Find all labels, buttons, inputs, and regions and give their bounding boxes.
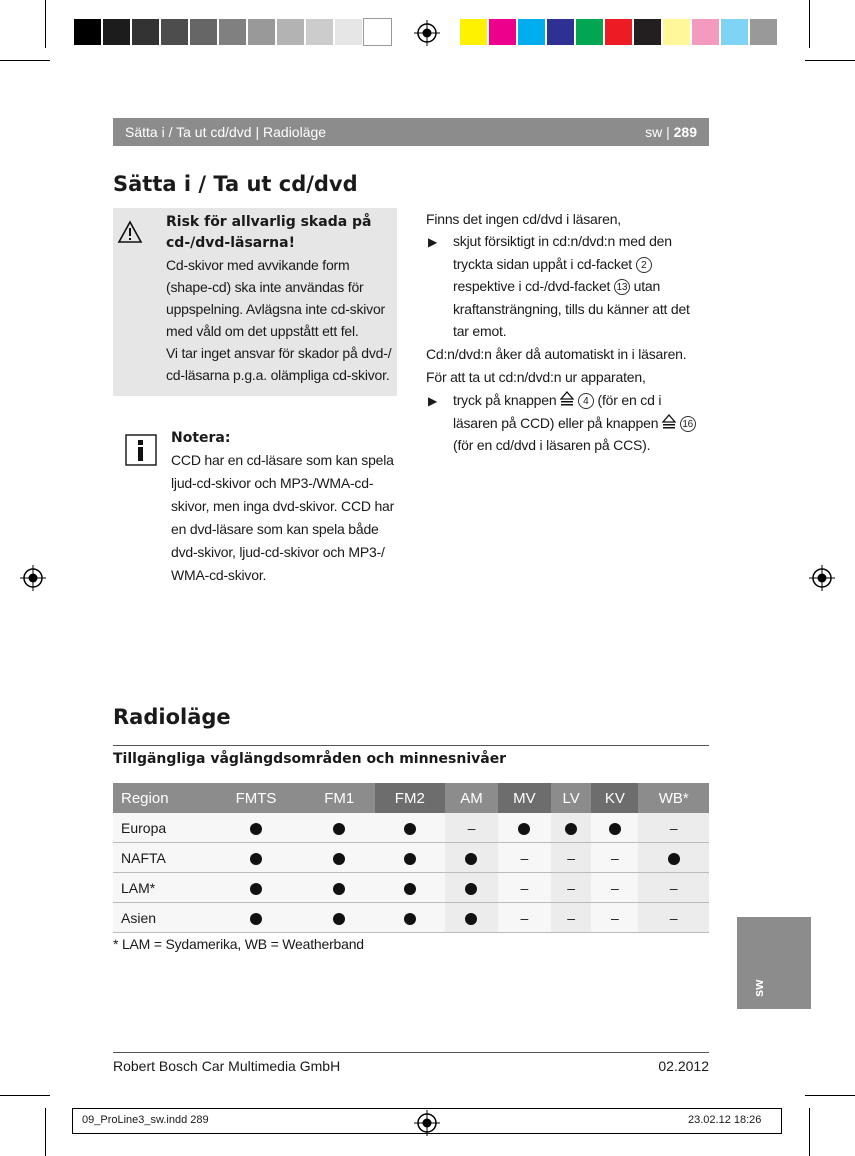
header-lang: sw | [645, 124, 674, 140]
available-dot [404, 853, 416, 865]
table-caption: Tillgängliga våglängdsområden och minnesnivåer [113, 751, 507, 767]
note-text: CCD har en cd-läsare som kan spela [171, 452, 394, 468]
section-title: Sätta i / Ta ut cd/dvd [113, 172, 358, 196]
available-dot [333, 823, 345, 835]
band-cell [551, 813, 592, 843]
crop-mark [0, 1095, 50, 1096]
step-text: respektive i cd-/dvd-facket [453, 278, 611, 294]
color-bar [459, 18, 778, 46]
available-dot [333, 913, 345, 925]
band-cell [304, 813, 375, 843]
region-cell: Asien [113, 903, 208, 933]
table-footnote: * LAM = Sydamerika, WB = Weatherband [113, 936, 364, 952]
warning-text: med våld om det uppstått ett fel. [166, 323, 359, 339]
step-text: (för en cd/dvd i läsaren på CCS). [453, 437, 651, 453]
info-icon [125, 434, 157, 466]
band-cell [304, 873, 375, 903]
band-cell: – [498, 873, 551, 903]
band-table [113, 783, 709, 933]
available-dot [565, 823, 577, 835]
band-cell: – [638, 813, 709, 843]
callout-number: 4 [578, 393, 594, 409]
step-text: utan [633, 278, 661, 294]
bullet-step [453, 230, 709, 343]
step-text: kraftansträngning, tills du känner att det [453, 300, 690, 317]
callout-number: 13 [614, 279, 630, 295]
band-cell [304, 843, 375, 873]
footer-date: 02.2012 [658, 1058, 709, 1074]
band-cell [208, 903, 304, 933]
note-text: skivor, men inga dvd-skivor. CCD har [171, 498, 395, 514]
note-text: WMA-cd-skivor. [171, 567, 267, 583]
page-number: 289 [673, 124, 697, 140]
available-dot [404, 913, 416, 925]
band-cell: – [638, 903, 709, 933]
header-page [645, 124, 697, 140]
band-cell: – [638, 873, 709, 903]
registration-mark-icon [414, 20, 440, 46]
available-dot [250, 823, 262, 835]
registration-mark-icon [809, 565, 835, 591]
footer-company: Robert Bosch Car Multimedia GmbH [113, 1058, 341, 1074]
band-cell [208, 813, 304, 843]
region-cell: LAM* [113, 873, 208, 903]
region-cell: Europa [113, 813, 208, 843]
note-text: dvd-skivor, ljud-cd-skivor och MP3-/ [171, 544, 385, 560]
band-cell [304, 903, 375, 933]
available-dot [465, 913, 477, 925]
step-text: läsaren på CCD) eller på knappen [453, 414, 659, 431]
divider [113, 1052, 709, 1053]
divider [113, 745, 709, 746]
slug-filename: 09_ProLine3_sw.indd 289 [82, 1114, 209, 1126]
band-cell [498, 813, 551, 843]
band-cell: – [551, 903, 592, 933]
warning-box [113, 208, 397, 396]
band-cell [445, 903, 498, 933]
available-dot [668, 853, 680, 865]
band-cell [375, 843, 446, 873]
warning-text: (shape-cd) ska inte användas för [166, 279, 364, 295]
warning-text: uppspelning. Avlägsna inte cd-skivor [166, 301, 386, 317]
crop-mark [805, 1095, 855, 1096]
col-header: Region [113, 783, 208, 813]
available-dot [333, 853, 345, 865]
step-text: skjut försiktigt in cd:n/dvd:n med den [453, 233, 672, 249]
available-dot [250, 913, 262, 925]
crop-mark [809, 1108, 810, 1156]
warning-triangle-icon [117, 220, 143, 244]
band-cell: – [591, 903, 638, 933]
available-dot [333, 883, 345, 895]
table-row [113, 873, 709, 903]
step-text: tryck på knappen [453, 392, 557, 408]
eject-icon [662, 414, 676, 430]
step-text: (för en cd i [597, 392, 662, 408]
bullet-step [453, 389, 709, 457]
crop-mark [809, 0, 810, 48]
header-title: Sätta i / Ta ut cd/dvd | Radioläge [125, 124, 327, 140]
eject-icon [560, 391, 574, 407]
available-dot [518, 823, 530, 835]
section-title: Radioläge [113, 705, 231, 729]
band-cell: – [551, 843, 592, 873]
callout-number: 2 [636, 257, 652, 273]
paragraph: För att ta ut cd:n/dvd:n ur apparaten, [426, 369, 646, 385]
crop-mark [805, 60, 855, 61]
warning-text: cd-läsarna p.g.a. olämpliga cd-skivor. [166, 367, 390, 383]
crop-mark [0, 60, 50, 61]
band-cell [208, 843, 304, 873]
col-header: WB* [638, 783, 709, 813]
available-dot [404, 823, 416, 835]
col-header: MV [498, 783, 551, 813]
available-dot [404, 883, 416, 895]
grayscale-bar [73, 18, 392, 46]
warning-text: Vi tar inget ansvar för skador på dvd-/ [166, 345, 392, 361]
band-cell [375, 813, 446, 843]
paragraph: Cd:n/dvd:n åker då automatiskt in i läsaren. [426, 346, 687, 362]
region-cell: NAFTA [113, 843, 208, 873]
band-cell: – [498, 903, 551, 933]
band-cell [208, 873, 304, 903]
registration-mark-icon [20, 565, 46, 591]
crop-mark [45, 1108, 46, 1156]
available-dot [250, 853, 262, 865]
col-header: LV [551, 783, 592, 813]
band-cell: – [591, 873, 638, 903]
band-cell [445, 873, 498, 903]
running-header [113, 118, 709, 146]
warning-title: Risk för allvarlig skada på [166, 214, 372, 230]
bullet-arrow-icon: ▶ [428, 394, 438, 408]
paragraph: Finns det ingen cd/dvd i läsaren, [426, 211, 621, 227]
note-text: en dvd-läsare som kan spela både [171, 521, 379, 537]
band-cell: – [445, 813, 498, 843]
warning-title: cd-/dvd-läsarna! [166, 235, 295, 251]
col-header: FM2 [375, 783, 446, 813]
note-text: ljud-cd-skivor och MP3-/WMA-cd- [171, 475, 374, 491]
table-row [113, 843, 709, 873]
col-header: AM [445, 783, 498, 813]
language-tab [737, 917, 811, 1009]
band-cell: – [591, 843, 638, 873]
bullet-arrow-icon: ▶ [428, 235, 438, 249]
band-cell: – [498, 843, 551, 873]
band-cell: – [551, 873, 592, 903]
band-cell [445, 843, 498, 873]
available-dot [609, 823, 621, 835]
table-row [113, 903, 709, 933]
language-tab-label: sw [751, 979, 766, 997]
crop-mark [45, 0, 46, 48]
available-dot [465, 883, 477, 895]
step-text: tryckta sidan uppåt i cd-facket [453, 255, 632, 272]
warning-text: Cd-skivor med avvikande form [166, 257, 350, 273]
band-cell [591, 813, 638, 843]
band-cell [375, 903, 446, 933]
table-header-row [113, 783, 709, 813]
available-dot [465, 853, 477, 865]
step-text: tar emot. [453, 323, 507, 339]
available-dot [250, 883, 262, 895]
callout-number: 16 [680, 416, 696, 432]
band-cell [638, 843, 709, 873]
slug-date: 23.02.12 18:26 [688, 1114, 762, 1126]
note-title: Notera: [171, 430, 231, 446]
table-row [113, 813, 709, 843]
col-header: FMTS [208, 783, 304, 813]
col-header: FM1 [304, 783, 375, 813]
col-header: KV [591, 783, 638, 813]
band-cell [375, 873, 446, 903]
